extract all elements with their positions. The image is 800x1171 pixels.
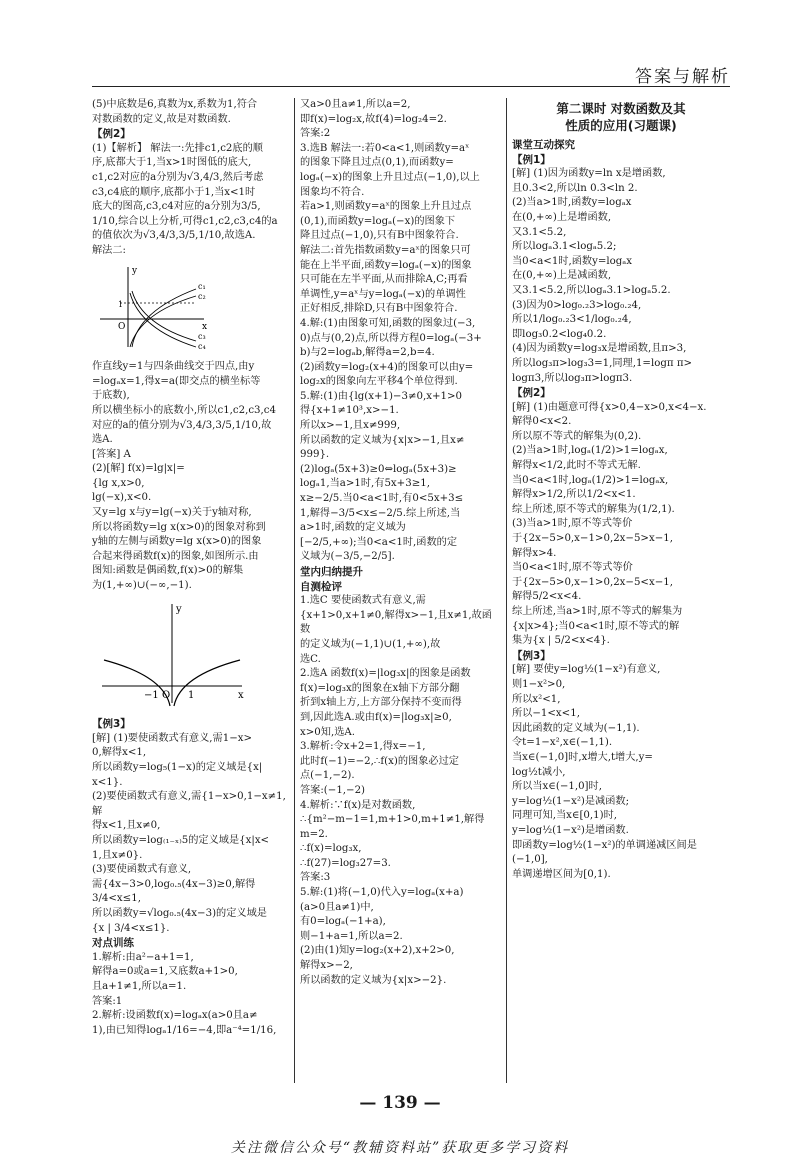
text-line: 1,解得−3/5<x≤−2/5.综上所述,当 (300, 507, 461, 519)
text-line: 得{x+1≠10³,x>−1. (300, 405, 399, 417)
text-line: 综上所述,原不等式的解集为(1/2,1). (512, 503, 675, 515)
text-line: 又3.1<5.2,所以logₐ3.1>logₐ5.2. (512, 284, 671, 296)
axis-x-label: x (238, 689, 244, 701)
text-line: 正好相反,排除D,只有B中图象符合. (300, 303, 458, 315)
text-line: y=log½(1−x²)是增函数. (512, 824, 629, 836)
axis-y-label: y (132, 265, 138, 276)
text-line: 所以−1<x<1, (512, 708, 580, 720)
text-line: 有0=logₐ(−1+a), (300, 916, 386, 928)
text-line: 解得a=0或a=1,又底数a+1>0, (92, 966, 238, 978)
text-line: 需{4x−3>0,log₀.₅(4x−3)≥0,解得3/4<x≤1, (92, 878, 256, 905)
text-line: 当x∈(−1,0]时,x增大,t增大,y= (512, 751, 653, 763)
text-line: (3)当a>1时,原不等式等价 (512, 518, 633, 530)
text-line: logₐ1,当a>1时,有5x+3≥1, (300, 478, 430, 490)
text-line: 2.解析:设函数f(x)=logₐx(a>0且a≠ (92, 1010, 258, 1022)
text-line: 所以函数的定义域为{x|x>−1,且x≠ (300, 434, 465, 446)
text-line: 【例3】 (92, 718, 131, 731)
text-line: y=log½(1−x²)是减函数; (512, 795, 630, 807)
column-divider (506, 98, 507, 1083)
text-line: 当0<a<1时,函数y=logₐx (512, 255, 632, 267)
header-title: 答案与解析 (635, 67, 730, 87)
text-line: f(x)=log₃x的图象在x轴下方部分翻 (300, 682, 460, 694)
text-line: {lg x,x>0, (92, 477, 145, 489)
text-line: c1,c2对应的a分别为√3,4/3,然后考虑 (92, 171, 264, 183)
text-line: 答案:2 (300, 128, 331, 140)
text-line: {x|x>4};当0<a<1时,原不等式的解 (512, 620, 680, 632)
text-line: 又a>0且a≠1,所以a=2, (300, 99, 411, 110)
text-line: 综上所述,当a>1时,原不等式的解集为 (512, 606, 683, 617)
text-line: logₐ(−x)的图象上升且过点(−1,0),以上 (300, 171, 480, 183)
text-line: 则−1+a=1,所以a=2. (300, 930, 403, 942)
text-line: 所以log₃π>log₃3=1,同理,1=logπ π> (512, 357, 693, 369)
text-line: 2.选A 函数f(x)=|log₃x|的图象是函数 (300, 668, 471, 680)
text-line: 图象均不符合. (300, 186, 365, 198)
text-line: (2)当a>1时,logₐ(1/2)>1=logₐx, (512, 445, 668, 457)
text-line: 自测检评 (300, 580, 342, 593)
text-line: 只可能在左半平面,从而排除A,C;再看 (300, 274, 468, 286)
text-line: (2)要使函数式有意义,需{1−x>0,1−x≠1,解 (92, 791, 286, 817)
text-line: 在(0,+∞)上是减函数, (512, 270, 612, 282)
text-line: log½t减小, (512, 766, 566, 778)
text-line: 【例2】 (512, 387, 551, 400)
text-line: 同理可知,当x∈[0,1)时, (512, 810, 618, 822)
header-rule (92, 86, 730, 87)
text-line: 所以当x∈(−1,0]时, (512, 781, 602, 793)
text-line: 0)点与(0,2)点,所以得方程0=logₐ(−3+ (300, 332, 482, 344)
text-line: 义域为(−3/5,−2/5]. (300, 551, 395, 563)
curve-label: c₁ (198, 281, 206, 291)
text-line: 即f(x)=log₂x,故f(4)=log₂4=2. (300, 113, 447, 125)
origin-label: O (162, 689, 171, 701)
column-divider (294, 98, 295, 1083)
text-line: [解] 要使y=log½(1−x²)有意义, (512, 664, 661, 676)
text-line: 且a+1≠1,所以a=1. (92, 980, 187, 992)
column-2 (300, 98, 500, 1088)
text-line: 1.选C 要使函数式有意义,需 (300, 595, 426, 607)
text-line: (−1,0], (512, 854, 548, 866)
axis-x-label: x (202, 321, 208, 332)
tick-label: −1 (144, 689, 159, 701)
text-line: [解] (1)由题意可得{x>0,4−x>0,x<4−x. (512, 401, 707, 413)
text-line: 选C. (300, 653, 321, 665)
text-line: (3)要使函数式有意义, (92, 864, 192, 876)
text-line: 当0<a<1时,logₐ(1/2)>1=logₐx, (512, 474, 669, 486)
text-line: 【例3】 (512, 649, 551, 662)
text-line: 答案:(−1,−2) (300, 784, 366, 796)
text-line: (a>0且a≠1)中, (300, 901, 374, 913)
text-line: (2)[解] f(x)=lg|x|= (92, 463, 185, 475)
column-3 (512, 98, 730, 1088)
text-line: 的值依次为√3,4/3,3/5,1/10,故选A. (92, 230, 256, 242)
text-line: 所以将函数y=lg x(x>0)的图象对称到 (92, 521, 266, 533)
text-line: 所以函数y=log₍₁₋ₓ₎5的定义域是{x|x< (92, 834, 270, 846)
text-line: 底大的图高,c3,c4对应的a分别为3/5, (92, 201, 261, 213)
text-line: 【例1】 (512, 153, 551, 166)
text-line: 对应的a的值分别为√3,4/3,3/5,1/10,故 (92, 419, 272, 431)
text-line: [−2/5,+∞);当0<a<1时,函数的定 (300, 536, 458, 548)
text-line: x>0知,选A. (300, 726, 355, 738)
text-line: 即log₃0.2<log₄0.2. (512, 328, 607, 340)
text-line: 解得x>4. (512, 547, 557, 559)
text-line: x≥−2/5.当0<a<1时,有0<5x+3≤ (300, 493, 464, 505)
text-line: 单调性,y=aˣ与y=logₐ(−x)的单调性 (300, 288, 466, 300)
text-line: 所以函数的定义域为{x|x>−2}. (300, 974, 447, 986)
text-line: 图知:函数是偶函数,f(x)>0的解集 (92, 565, 244, 577)
text-line: 解法二:首先指数函数y=aˣ的图象只可 (300, 244, 471, 256)
text-line: 于{2x−5>0,x−1>0,2x−5>x−1, (512, 533, 673, 545)
text-line: y轴的左侧与函数y=lg x(x>0)的图象 (92, 536, 262, 548)
tick-label: 1 (188, 689, 195, 701)
text-line: 若a>1,则函数y=aˣ的图象上升且过点 (300, 201, 472, 213)
text-line: 集为{x | 5/2<x<4}. (512, 635, 610, 647)
text-line: 为(1,+∞)∪(−∞,−1). (92, 580, 192, 592)
text-line: 于{2x−5>0,x−1>0,2x−5<x−1, (512, 576, 673, 588)
text-line: 折到x轴上方,上方部分保持不变而得 (300, 697, 462, 709)
text-line: 则1−x²>0, (512, 678, 566, 690)
text-line: (0,1),而函数y=logₐ(−x)的图象下 (300, 215, 456, 227)
text-line: log₂x的图象向左平移4个单位得到. (300, 376, 458, 388)
text-line: b)与2=logₐb,解得a=2,b=4. (300, 347, 435, 359)
text-line: c3,c4底的顺序,底都小于1,当x<1时 (92, 186, 256, 198)
text-line: 所以函数y=log₅(1−x)的定义域是{x| (92, 762, 263, 773)
text-line: 所以x>−1,且x≠999, (300, 420, 401, 432)
text-line: (2)函数y=log₂(x+4)的图象可以由y= (300, 361, 474, 373)
text-line: ∴f(27)=log₃27=3. (300, 857, 391, 869)
text-line: 且0.3<2,所以ln 0.3<ln 2. (512, 182, 638, 194)
text-line: lg(−x),x<0. (92, 492, 152, 504)
text-line: 堂内归纳提升 (300, 566, 363, 578)
text-line: 序,底都大于1,当x>1时图低的底大, (92, 157, 252, 169)
text-line: 所以logₐ3.1<logₐ5.2; (512, 241, 617, 253)
text-line: 解得x>−2, (300, 960, 353, 972)
text-line: (5)中底数是6,真数为x,系数为1,符合 (92, 99, 258, 110)
figure-lg-abs-x (92, 598, 288, 714)
origin-label: O (118, 321, 126, 332)
text-line: 选A. (92, 434, 113, 446)
tick-label: 1 (118, 299, 124, 309)
text-line: (4)因为函数y=log₃x是增函数,且π>3, (512, 343, 687, 355)
text-line: a>1时,函数的定义域为 (300, 522, 406, 534)
text-line: 解得5/2<x<4. (512, 591, 582, 603)
text-line: 1.解析:由a²−a+1=1, (92, 951, 194, 963)
text-line: ∴{m²−m−1=1,m+1>0,m+1≠1,解得m=2. (300, 814, 485, 840)
text-line: 1,且x≠0}. (92, 849, 143, 861)
text-line: 【例2】 (92, 128, 131, 141)
text-line: 对点训练 (92, 937, 134, 950)
text-line: 解得x<1/2,此时不等式无解. (512, 460, 641, 472)
text-line: 所以函数y=√log₀.₅(4x−3)的定义域是 (92, 907, 267, 919)
text-line: 1/10,综合以上分析,可得c1,c2,c3,c4的a (92, 215, 278, 227)
text-line: 解法二: (92, 244, 126, 256)
text-line: 5.解:(1)由{lg(x+1)−3≠0,x+1>0 (300, 390, 462, 402)
text-line: 在(0,+∞)上是增函数, (512, 211, 612, 223)
text-line: 合起来得函数f(x)的图象,如图所示.由 (92, 550, 259, 562)
text-line: 到,因此选A.或由f(x)=|log₃x|≥0, (300, 711, 452, 723)
text-line: [解] (1)要使函数式有意义,需1−x> (92, 732, 253, 744)
lesson-title-line: 性质的应用(习题课) (565, 118, 677, 133)
text-line: 单调递增区间为[0,1). (512, 868, 611, 880)
axis-y-label: y (176, 603, 182, 615)
footer-note: 关注微信公众号“教辅资料站”获取更多学习资料 (230, 1140, 570, 1156)
text-line: (2)当a>1时,函数y=logₐx (512, 197, 632, 209)
text-line: 答案:1 (92, 995, 123, 1007)
text-line: 4.解析:∵f(x)是对数函数, (300, 799, 416, 811)
text-line: (2)logₐ(5x+3)≥0⇔logₐ(5x+3)≥ (300, 463, 457, 475)
text-line: 对数函数的定义,故是对数函数. (92, 113, 231, 125)
text-line: 令t=1−x²,x∈(−1,1). (512, 737, 613, 749)
text-line: [解] (1)因为函数y=ln x是增函数, (512, 168, 666, 180)
text-line: 的定义域为(−1,1)∪(1,+∞),故 (300, 638, 441, 650)
curve-label: c₄ (198, 341, 206, 351)
text-line: 0,解得x<1, (92, 747, 147, 759)
text-line: logπ3,所以log₃π>logπ3. (512, 372, 633, 384)
text-line: (1)【解析】 解法一:先排c1,c2底的顺 (92, 142, 263, 154)
curve-label: c₃ (198, 331, 206, 341)
text-line: 3.解析:令x+2=1,得x=−1, (300, 741, 426, 753)
text-line: 点(−1,−2). (300, 770, 355, 782)
text-line: 能在上半平面,函数y=logₐ(−x)的图象 (300, 259, 472, 271)
lesson-title (512, 100, 730, 134)
curve-label: c₂ (198, 291, 206, 301)
page-number: — 139 — (359, 1093, 441, 1113)
text-line: {x+1>0,x+1≠0,解得x>−1,且x≠1,故函数 (300, 609, 492, 636)
text-line: 所以x²<1, (512, 693, 561, 705)
text-line: 1),由已知得logₐ1/16=−4,即a⁻⁴=1/16, (92, 1024, 277, 1036)
text-line: 于底数), (92, 390, 130, 402)
text-line: (2)由(1)知y=log₂(x+2),x+2>0, (300, 945, 455, 957)
text-line: 解得x>1/2,所以1/2<x<1. (512, 489, 636, 501)
text-line: 所以1/log₀.₂3<1/log₀.₂4, (512, 314, 632, 326)
text-line: 作直线y=1与四条曲线交于四点,由y (92, 361, 255, 373)
text-line: ∴f(x)=log₃x, (300, 843, 362, 855)
text-line: (3)因为0>log₀.₂3>log₀.₂4, (512, 299, 642, 311)
text-line: 即函数y=log½(1−x²)的单调递减区间是 (512, 839, 697, 851)
text-line: 此时f(−1)=−2,∴f(x)的图象必过定 (300, 755, 459, 767)
text-line: 999}. (300, 449, 330, 461)
text-line: x<1}. (92, 776, 123, 788)
text-line: 所以横坐标小的底数小,所以c1,c2,c3,c4 (92, 404, 276, 416)
text-line: 因此函数的定义域为(−1,1). (512, 722, 640, 734)
text-line: =logₐx=1,得x=a(即交点的横坐标等 (92, 375, 261, 387)
text-line: 又3.1<5.2, (512, 226, 567, 238)
text-line: 4.解:(1)由图象可知,函数的图象过(−3, (300, 317, 476, 329)
text-line: 5.解:(1)将(−1,0)代入y=logₐ(x+a) (300, 887, 464, 899)
text-line: 降且过点(−1,0),只有B中图象符合. (300, 230, 459, 242)
text-line: 又y=lg x与y=lg(−x)关于y轴对称, (92, 507, 252, 519)
text-line: 得x<1,且x≠0, (92, 820, 161, 832)
text-line: 解得0<x<2. (512, 416, 572, 428)
column-1 (92, 98, 288, 1088)
text-line: [答案] A (92, 448, 131, 460)
text-line: 的图象下降且过点(0,1),而函数y= (300, 157, 454, 169)
text-line: 当0<a<1时,原不等式等价 (512, 562, 633, 574)
figure-log-curves (92, 263, 288, 357)
text-line: 3.选B 解法一:若0<a<1,则函数y=aˣ (300, 142, 470, 154)
text-line: {x | 3/4<x≤1}. (92, 922, 170, 934)
text-line: 课堂互动探究 (512, 139, 575, 151)
text-line: 答案:3 (300, 872, 331, 884)
text-line: 所以原不等式的解集为(0,2). (512, 430, 642, 442)
lesson-title-line: 第二课时 对数函数及其 (556, 101, 686, 116)
